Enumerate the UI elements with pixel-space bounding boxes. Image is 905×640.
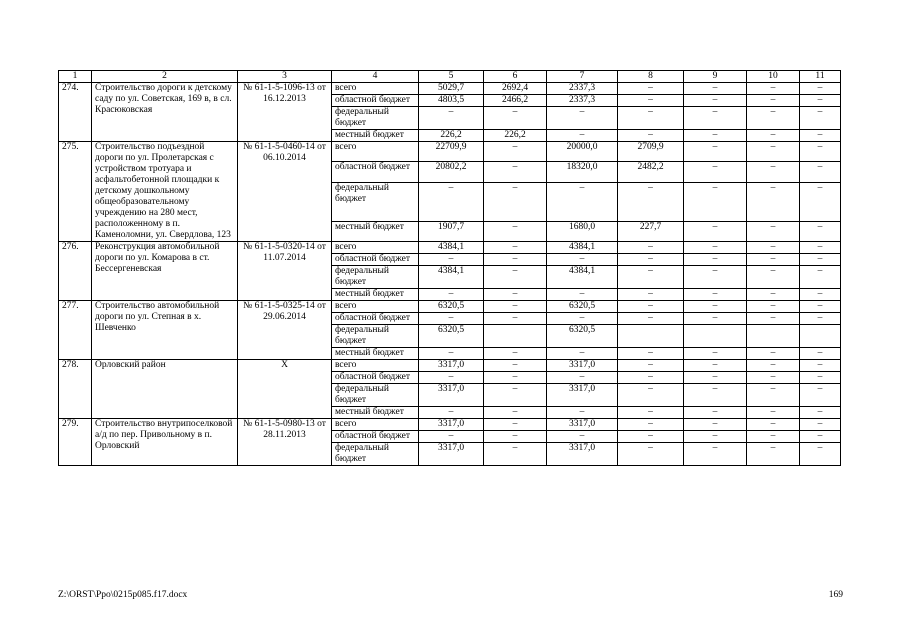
funding-source: федеральный бюджет [332, 266, 419, 289]
value-cell: 18320,0 [547, 162, 618, 182]
header-cell: 11 [800, 71, 841, 83]
value-cell: – [800, 372, 841, 384]
table-row [59, 301, 841, 313]
value-cell: – [800, 254, 841, 266]
value-cell: 3317,0 [547, 360, 618, 372]
funding-source: всего [332, 419, 419, 431]
value-cell: 226,2 [484, 130, 547, 142]
value-cell: 2709,9 [618, 142, 684, 162]
value-cell: 4384,1 [419, 242, 484, 254]
funding-source: всего [332, 83, 419, 95]
value-cell: – [618, 372, 684, 384]
funding-source: местный бюджет [332, 221, 419, 241]
value-cell: – [684, 107, 747, 130]
value-cell: – [684, 384, 747, 407]
value-cell: – [484, 431, 547, 443]
funding-source: федеральный бюджет [332, 325, 419, 348]
value-cell: – [618, 254, 684, 266]
value-cell: – [747, 266, 800, 289]
funding-source: федеральный бюджет [332, 107, 419, 130]
value-cell: – [618, 130, 684, 142]
value-cell: – [547, 107, 618, 130]
value-cell: – [547, 372, 618, 384]
value-cell: – [684, 431, 747, 443]
value-cell: 3317,0 [419, 419, 484, 431]
value-cell: – [800, 221, 841, 241]
value-cell: 3317,0 [419, 384, 484, 407]
value-cell: – [747, 242, 800, 254]
value-cell: 4384,1 [547, 242, 618, 254]
document-ref: № 61-1-5-0320-14 от 11.07.2014 [238, 242, 332, 301]
header-cell: 4 [332, 71, 419, 83]
table-row [59, 83, 841, 95]
value-cell: – [419, 431, 484, 443]
table-row [59, 419, 841, 431]
object-name: Строительство автомобильной дороги по ул. Степная в х. Шевченко [92, 301, 238, 360]
value-cell: – [419, 372, 484, 384]
value-cell: – [684, 221, 747, 241]
header-row [59, 71, 841, 83]
object-name: Строительство дороги к детскому саду по ул. Советская, 169 в, в сл. Красюковская [92, 83, 238, 142]
funding-source: областной бюджет [332, 372, 419, 384]
value-cell: – [419, 107, 484, 130]
funding-source: всего [332, 360, 419, 372]
table-row [59, 242, 841, 254]
value-cell: – [684, 182, 747, 221]
funding-source: федеральный бюджет [332, 384, 419, 407]
value-cell: – [684, 289, 747, 301]
value-cell: 6320,5 [419, 325, 484, 348]
funding-source: местный бюджет [332, 348, 419, 360]
document-ref: № 61-1-5-0980-13 от 28.11.2013 [238, 419, 332, 466]
value-cell: – [547, 407, 618, 419]
value-cell: 2692,4 [484, 83, 547, 95]
value-cell: – [484, 360, 547, 372]
value-cell: – [800, 162, 841, 182]
value-cell: – [547, 130, 618, 142]
funding-source: всего [332, 142, 419, 162]
value-cell: 227,7 [618, 221, 684, 241]
value-cell: – [684, 162, 747, 182]
value-cell: – [484, 372, 547, 384]
value-cell: – [684, 372, 747, 384]
value-cell: – [618, 95, 684, 107]
value-cell: – [484, 443, 547, 466]
funding-source: областной бюджет [332, 162, 419, 182]
value-cell: – [747, 419, 800, 431]
header-cell: 7 [547, 71, 618, 83]
value-cell: – [547, 348, 618, 360]
value-cell: 6320,5 [547, 325, 618, 348]
object-name: Орловский район [92, 360, 238, 419]
value-cell: 226,2 [419, 130, 484, 142]
funding-source: областной бюджет [332, 254, 419, 266]
value-cell: – [618, 443, 684, 466]
value-cell: – [618, 242, 684, 254]
value-cell: – [684, 130, 747, 142]
value-cell [484, 325, 547, 348]
funding-source: местный бюджет [332, 130, 419, 142]
value-cell [800, 325, 841, 348]
value-cell: 5029,7 [419, 83, 484, 95]
value-cell: – [484, 348, 547, 360]
value-cell: – [800, 360, 841, 372]
value-cell: – [419, 182, 484, 221]
row-number: 274. [59, 83, 92, 142]
value-cell: – [684, 301, 747, 313]
table-row [59, 142, 841, 162]
value-cell: – [484, 242, 547, 254]
value-cell: – [800, 348, 841, 360]
value-cell: – [484, 313, 547, 325]
value-cell: – [684, 419, 747, 431]
value-cell: – [800, 419, 841, 431]
object-name: Строительство подъездной дороги по ул. Пролетарская с устройством тротуара и асфальтобетонной площадки к детскому дошкольному общеобразовательному учреждению на 280 мест, расположенному в п. Каменоломни, ул. Свердлова, 123 [92, 142, 238, 242]
value-cell: – [618, 407, 684, 419]
row-number: 276. [59, 242, 92, 301]
value-cell: – [747, 431, 800, 443]
value-cell: – [747, 107, 800, 130]
value-cell: – [684, 83, 747, 95]
value-cell: – [800, 107, 841, 130]
value-cell: – [419, 313, 484, 325]
value-cell: – [747, 407, 800, 419]
row-number: 278. [59, 360, 92, 419]
object-name: Строительство внутрипоселковой а/д по пер. Привольному в п. Орловский [92, 419, 238, 466]
value-cell: – [618, 313, 684, 325]
row-number: 275. [59, 142, 92, 242]
funding-source: областной бюджет [332, 313, 419, 325]
value-cell: – [684, 95, 747, 107]
program-table [58, 70, 841, 466]
page-number: 169 [828, 590, 843, 600]
value-cell: – [684, 348, 747, 360]
value-cell: – [484, 407, 547, 419]
value-cell: – [618, 348, 684, 360]
value-cell: – [484, 254, 547, 266]
value-cell: 3317,0 [547, 443, 618, 466]
value-cell: – [484, 221, 547, 241]
funding-source: всего [332, 242, 419, 254]
value-cell: – [484, 384, 547, 407]
object-name: Реконструкция автомобильной дороги по ул. Комарова в ст. Бессергеневская [92, 242, 238, 301]
value-cell [684, 325, 747, 348]
value-cell: – [618, 107, 684, 130]
value-cell [618, 325, 684, 348]
value-cell: – [547, 431, 618, 443]
value-cell: 6320,5 [547, 301, 618, 313]
value-cell: 22709,9 [419, 142, 484, 162]
value-cell: – [684, 313, 747, 325]
value-cell: – [684, 242, 747, 254]
value-cell: 4803,5 [419, 95, 484, 107]
document-ref: № 61-1-5-1096-13 от 16.12.2013 [238, 83, 332, 142]
row-number: 277. [59, 301, 92, 360]
table-row [59, 360, 841, 372]
file-path: Z:\ORST\Ppo\0215p085.f17.docx [58, 590, 188, 600]
value-cell: – [747, 130, 800, 142]
value-cell: – [484, 419, 547, 431]
value-cell: – [747, 221, 800, 241]
funding-source: федеральный бюджет [332, 182, 419, 221]
funding-source: областной бюджет [332, 431, 419, 443]
value-cell: – [547, 313, 618, 325]
value-cell: – [547, 182, 618, 221]
value-cell: – [800, 242, 841, 254]
value-cell: 1680,0 [547, 221, 618, 241]
value-cell: – [618, 360, 684, 372]
value-cell: – [419, 289, 484, 301]
header-cell: 6 [484, 71, 547, 83]
header-cell: 10 [747, 71, 800, 83]
value-cell: 20802,2 [419, 162, 484, 182]
value-cell: 3317,0 [419, 360, 484, 372]
value-cell: – [747, 301, 800, 313]
header-cell: 3 [238, 71, 332, 83]
value-cell: 2337,3 [547, 95, 618, 107]
value-cell: 4384,1 [547, 266, 618, 289]
value-cell: – [618, 419, 684, 431]
value-cell: – [484, 107, 547, 130]
value-cell: – [618, 384, 684, 407]
document-ref: № 61-1-5-0325-14 от 29.06.2014 [238, 301, 332, 360]
value-cell: – [484, 289, 547, 301]
funding-source: федеральный бюджет [332, 443, 419, 466]
value-cell: – [747, 142, 800, 162]
value-cell: – [618, 289, 684, 301]
value-cell: – [800, 407, 841, 419]
value-cell: – [747, 313, 800, 325]
value-cell: 2337,3 [547, 83, 618, 95]
value-cell: – [800, 83, 841, 95]
value-cell: – [419, 254, 484, 266]
value-cell: – [484, 142, 547, 162]
row-number: 279. [59, 419, 92, 466]
value-cell: – [547, 254, 618, 266]
value-cell: – [618, 182, 684, 221]
value-cell: 2466,2 [484, 95, 547, 107]
value-cell: 3317,0 [547, 384, 618, 407]
value-cell: – [747, 289, 800, 301]
value-cell: – [747, 83, 800, 95]
value-cell: – [800, 142, 841, 162]
value-cell: – [419, 348, 484, 360]
value-cell: – [684, 266, 747, 289]
value-cell: 2482,2 [618, 162, 684, 182]
funding-source: местный бюджет [332, 407, 419, 419]
document-ref: Х [238, 360, 332, 419]
value-cell: 3317,0 [419, 443, 484, 466]
funding-source: областной бюджет [332, 95, 419, 107]
value-cell: – [747, 162, 800, 182]
value-cell: – [800, 130, 841, 142]
value-cell: – [419, 407, 484, 419]
value-cell: – [747, 384, 800, 407]
value-cell: – [547, 289, 618, 301]
funding-source: местный бюджет [332, 289, 419, 301]
value-cell: – [800, 182, 841, 221]
value-cell: – [800, 431, 841, 443]
value-cell: – [800, 266, 841, 289]
value-cell: – [800, 384, 841, 407]
value-cell: 1907,7 [419, 221, 484, 241]
header-cell: 8 [618, 71, 684, 83]
header-cell: 2 [92, 71, 238, 83]
funding-source: всего [332, 301, 419, 313]
value-cell: – [618, 83, 684, 95]
document-ref: № 61-1-5-0460-14 от 06.10.2014 [238, 142, 332, 242]
value-cell: – [800, 289, 841, 301]
value-cell: – [747, 182, 800, 221]
value-cell [747, 325, 800, 348]
value-cell: – [747, 443, 800, 466]
value-cell: 3317,0 [547, 419, 618, 431]
value-cell: – [484, 301, 547, 313]
value-cell: – [618, 301, 684, 313]
value-cell: – [618, 266, 684, 289]
value-cell: – [800, 301, 841, 313]
value-cell: – [684, 142, 747, 162]
value-cell: – [747, 254, 800, 266]
value-cell: 4384,1 [419, 266, 484, 289]
value-cell: – [618, 431, 684, 443]
header-cell: 9 [684, 71, 747, 83]
header-cell: 5 [419, 71, 484, 83]
value-cell: – [684, 254, 747, 266]
value-cell: – [684, 407, 747, 419]
value-cell: 6320,5 [419, 301, 484, 313]
value-cell: – [800, 95, 841, 107]
value-cell: 20000,0 [547, 142, 618, 162]
value-cell: – [484, 266, 547, 289]
header-cell: 1 [59, 71, 92, 83]
value-cell: – [747, 95, 800, 107]
value-cell: – [747, 372, 800, 384]
value-cell: – [684, 360, 747, 372]
value-cell: – [800, 443, 841, 466]
value-cell: – [484, 182, 547, 221]
value-cell: – [800, 313, 841, 325]
value-cell: – [747, 348, 800, 360]
value-cell: – [747, 360, 800, 372]
value-cell: – [484, 162, 547, 182]
value-cell: – [684, 443, 747, 466]
